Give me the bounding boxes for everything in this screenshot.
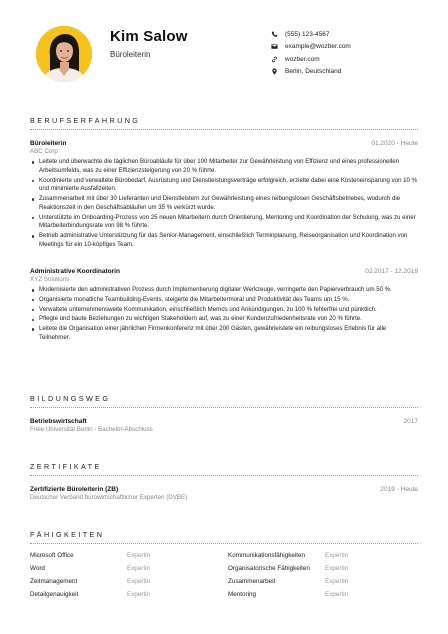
skill-name: Detailgenauigkeit xyxy=(30,591,79,598)
school-name: Freie Universität Berlin - Bachelor-Abschluss xyxy=(30,426,153,433)
certificate-entry xyxy=(30,486,418,501)
skill-level: Expertin xyxy=(325,552,349,559)
mail-icon xyxy=(270,43,278,51)
job-company: XYZ Solutions xyxy=(30,276,70,283)
bullet-item: Modernisierte den administrativen Prozess durch Implementierung digitaler Werkzeuge, verringerte den Papierverbrauch um 50 %. xyxy=(30,286,418,295)
job-date: 01.2020 - Heute xyxy=(371,140,418,147)
skill-level: Expertin xyxy=(325,578,349,585)
phone-text: (555) 123-4567 xyxy=(285,30,330,38)
job-entry xyxy=(30,140,418,251)
contact-location xyxy=(270,66,351,78)
phone-icon xyxy=(270,30,278,38)
education-entry xyxy=(30,418,418,433)
profile-photo xyxy=(36,26,92,82)
degree-name: Betriebswirtschaft xyxy=(30,418,87,425)
bullet-item: Verwaltete unternehmensweite Kommunikation, einschließlich Memos und Ankündigungen, zu 100 % fehlerfrei und pünktlich. xyxy=(30,306,418,315)
skill-name: Zeitmanagement xyxy=(30,578,78,585)
section-title-certificates: ZERTIFIKATE xyxy=(30,462,102,471)
skill-name: Mentoring xyxy=(228,591,257,598)
skill-level: Expertin xyxy=(127,552,151,559)
website-text[interactable]: wozber.com xyxy=(285,55,320,63)
job-title: Büroleiterin xyxy=(30,140,67,147)
job-bullets xyxy=(30,158,418,249)
bullet-item: Unterstützte im Onboarding-Prozess von 25 neuen Mitarbeitern durch Orientierung, Mentoring und Koordination der Schulung, was zu einer Mitarbeiterbindungsrate von 98 % führte. xyxy=(30,214,418,231)
section-title-experience: BERUFSERFAHRUNG xyxy=(30,116,141,125)
resume-header xyxy=(0,0,448,100)
email-text[interactable]: example@wozber.com xyxy=(285,43,351,50)
job-bullets xyxy=(30,286,418,343)
skill-name: Organisatorische Fähigkeiten xyxy=(228,565,310,572)
job-title: Administrative Koordinatorin xyxy=(30,268,120,275)
bullet-item: Betrieb administrative Unterstützung für das Senior-Management, einschließlich Terminplanung, Reiseorganisation und Koordination von Meetings für ein 10-köpfiges Team. xyxy=(30,232,418,249)
section-title-education: BILDUNGSWEG xyxy=(30,394,111,403)
certificate-issuer: Deutscher Verband bürowirtschaftlicher Experten (DVBE) xyxy=(30,494,188,501)
job-entry xyxy=(30,268,418,344)
bullet-item: Koordinierte und verwaltete Bürobedarf, Ausrüstung und Dienstleistungsverträge erfolgreich, erzielte dabei eine Kosteneinsparung von 10 % und minimierte Ausfallzeiten. xyxy=(30,177,418,194)
section-divider xyxy=(30,475,418,476)
bullet-item: Leitete und überwachte die täglichen Büroabläufe für über 100 Mitarbeiter zur Gewährleistung von Effizienz und eines professionellen Arbeitsumfelds, was zu einer Effizienzsteigerung von 20 % führte. xyxy=(30,158,418,175)
job-date: 02.2017 - 12.2019 xyxy=(365,268,418,275)
skill-name: Kommunikationsfähigkeiten xyxy=(228,552,306,559)
contact-list xyxy=(270,28,351,78)
skill-name: Word xyxy=(30,565,45,572)
education-year: 2017 xyxy=(403,418,418,425)
contact-email xyxy=(270,41,351,53)
location-text: Berlin, Deutschland xyxy=(285,68,342,75)
job-role: Büroleiterin xyxy=(110,50,151,59)
section-divider xyxy=(30,543,418,544)
bullet-item: Leitete die Organisation einer jährlichen Firmenkonferenz mit über 200 Gästen, gewährleistete ein reibungsloses Erlebnis für alle Teilnehmer. xyxy=(30,325,418,342)
certificate-name: Zertifizierte Büroleiterin (ZB) xyxy=(30,486,119,493)
bullet-item: Zusammenarbeit mit über 30 Lieferanten und Dienstleistern zur Gewährleistung eines reibungslosen Geschäftsbetriebes, wodurch die Reaktionszeit in den Geschäftsabläufen um 35 % verkürzt wurde. xyxy=(30,195,418,212)
section-title-skills: FÄHIGKEITEN xyxy=(30,530,105,539)
skill-level: Expertin xyxy=(325,591,349,598)
skill-level: Expertin xyxy=(127,578,151,585)
bullet-item: Organisierte monatliche Teambuilding-Events, steigerte die Mitarbeitermoral und Produktivität des Teams um 15 %. xyxy=(30,296,418,305)
contact-phone xyxy=(270,28,351,40)
link-icon xyxy=(270,55,278,63)
person-name: Kim Salow xyxy=(110,28,188,45)
section-divider xyxy=(30,129,418,130)
skill-level: Expertin xyxy=(325,565,349,572)
section-divider xyxy=(30,407,418,408)
bullet-item: Pflegte und baute Beziehungen zu wichtigen Stakeholdern auf, was zu einer Kundenzufriedenheitsrate von 20 % führte. xyxy=(30,315,418,324)
skill-name: Zusammenarbeit xyxy=(228,578,276,585)
skill-level: Expertin xyxy=(127,591,151,598)
certificate-date: 2019 - Heute xyxy=(380,486,418,493)
skill-name: Microsoft Office xyxy=(30,552,74,559)
job-company: ABC Corp xyxy=(30,148,58,155)
skill-level: Expertin xyxy=(127,565,151,572)
contact-website xyxy=(270,53,351,65)
location-pin-icon xyxy=(270,68,278,76)
